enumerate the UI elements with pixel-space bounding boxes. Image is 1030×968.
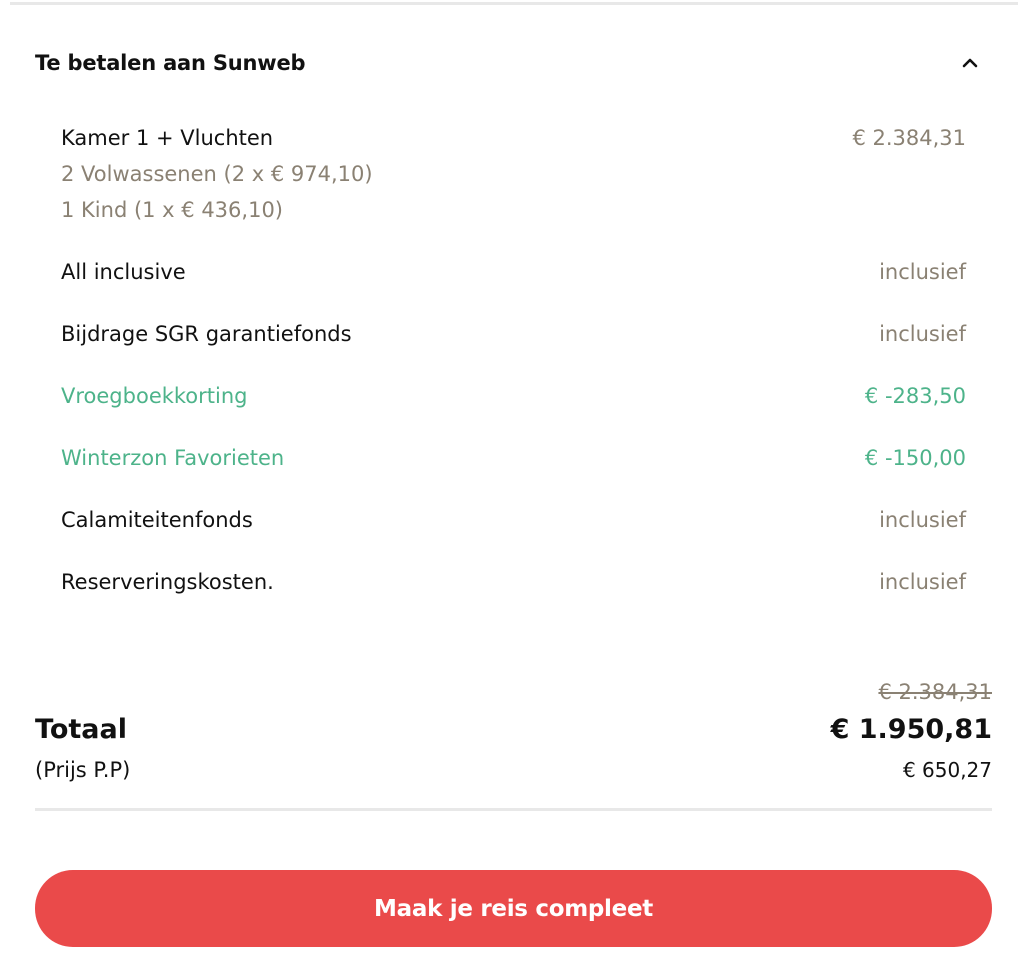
line-item-vroegboekkorting xyxy=(61,378,966,414)
line-item-sgr xyxy=(61,316,966,352)
adults-detail: 2 Volwassenen (2 x € 974,10) xyxy=(61,162,373,186)
discount-label: Winterzon Favorieten xyxy=(61,446,285,470)
line-item-label: Reserveringskosten. xyxy=(61,570,274,594)
payment-section-header[interactable] xyxy=(35,40,990,86)
line-item-label: Calamiteitenfonds xyxy=(61,508,253,532)
line-item-calamiteitenfonds xyxy=(61,502,966,538)
room-value: € 2.384,31 xyxy=(852,126,966,150)
discount-value: € -150,00 xyxy=(864,446,966,470)
price-per-person-label: (Prijs P.P) xyxy=(35,758,131,782)
price-breakdown xyxy=(61,120,966,600)
line-item-winterzon xyxy=(61,440,966,476)
chevron-up-icon[interactable] xyxy=(952,45,988,81)
price-per-person-row xyxy=(35,758,992,782)
line-item-label: All inclusive xyxy=(61,260,186,284)
line-item-value: inclusief xyxy=(879,570,966,594)
top-divider xyxy=(10,2,1018,5)
line-item-all-inclusive xyxy=(61,254,966,290)
line-item-label: Bijdrage SGR garantiefonds xyxy=(61,322,352,346)
complete-trip-button[interactable]: Maak je reis compleet xyxy=(35,870,992,947)
line-item-value: inclusief xyxy=(879,508,966,532)
section-title: Te betalen aan Sunweb xyxy=(35,51,306,75)
line-item-value: inclusief xyxy=(879,322,966,346)
room-label: Kamer 1 + Vluchten xyxy=(61,126,274,150)
total-row xyxy=(35,714,992,745)
total-value: € 1.950,81 xyxy=(830,714,992,745)
room-line xyxy=(61,120,966,228)
original-total-strikethrough: € 2.384,31 xyxy=(878,680,992,704)
totals-divider xyxy=(35,808,992,811)
total-label: Totaal xyxy=(35,714,127,745)
line-item-reserveringskosten xyxy=(61,564,966,600)
discount-value: € -283,50 xyxy=(864,384,966,408)
price-per-person-value: € 650,27 xyxy=(902,758,992,782)
discount-label: Vroegboekkorting xyxy=(61,384,248,408)
child-detail: 1 Kind (1 x € 436,10) xyxy=(61,198,283,222)
line-item-value: inclusief xyxy=(879,260,966,284)
